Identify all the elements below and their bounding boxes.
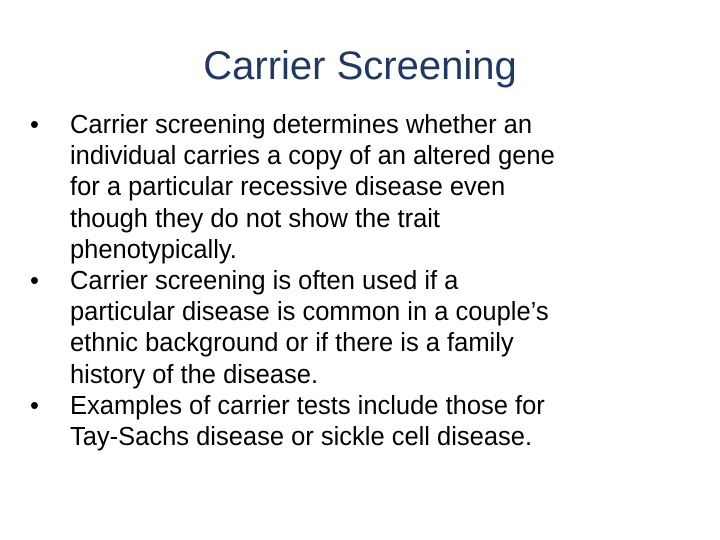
- bullet-list: [30, 110, 700, 453]
- bullet-text-line: Examples of carrier tests include those for: [70, 391, 545, 420]
- bullet-text-line: history of the disease.: [70, 360, 319, 389]
- bullet-text-line: Tay-Sachs disease or sickle cell disease.: [70, 423, 533, 452]
- bullet-item: [30, 110, 700, 266]
- bullet-text-line: individual carries a copy of an altered gene: [70, 142, 555, 171]
- bullet-text-line: Carrier screening determines whether an: [70, 111, 533, 139]
- bullet-dot-icon: •: [30, 391, 39, 420]
- bullet-text-line: Carrier screening is often used if a: [70, 267, 459, 296]
- bullet-dot-icon: •: [30, 267, 39, 296]
- bullet-item: [30, 391, 700, 453]
- bullet-text-line: for a particular recessive disease even: [70, 173, 506, 202]
- bullet-text-line: phenotypically.: [70, 235, 237, 264]
- bullet-text-line: though they do not show the trait: [70, 204, 440, 233]
- bullet-text-line: ethnic background or if there is a family: [70, 329, 514, 358]
- bullet-item: [30, 266, 700, 391]
- slide-title: Carrier Screening: [203, 44, 517, 88]
- bullet-text-line: particular disease is common in a couple’s: [70, 298, 549, 327]
- bullet-dot-icon: •: [30, 111, 39, 139]
